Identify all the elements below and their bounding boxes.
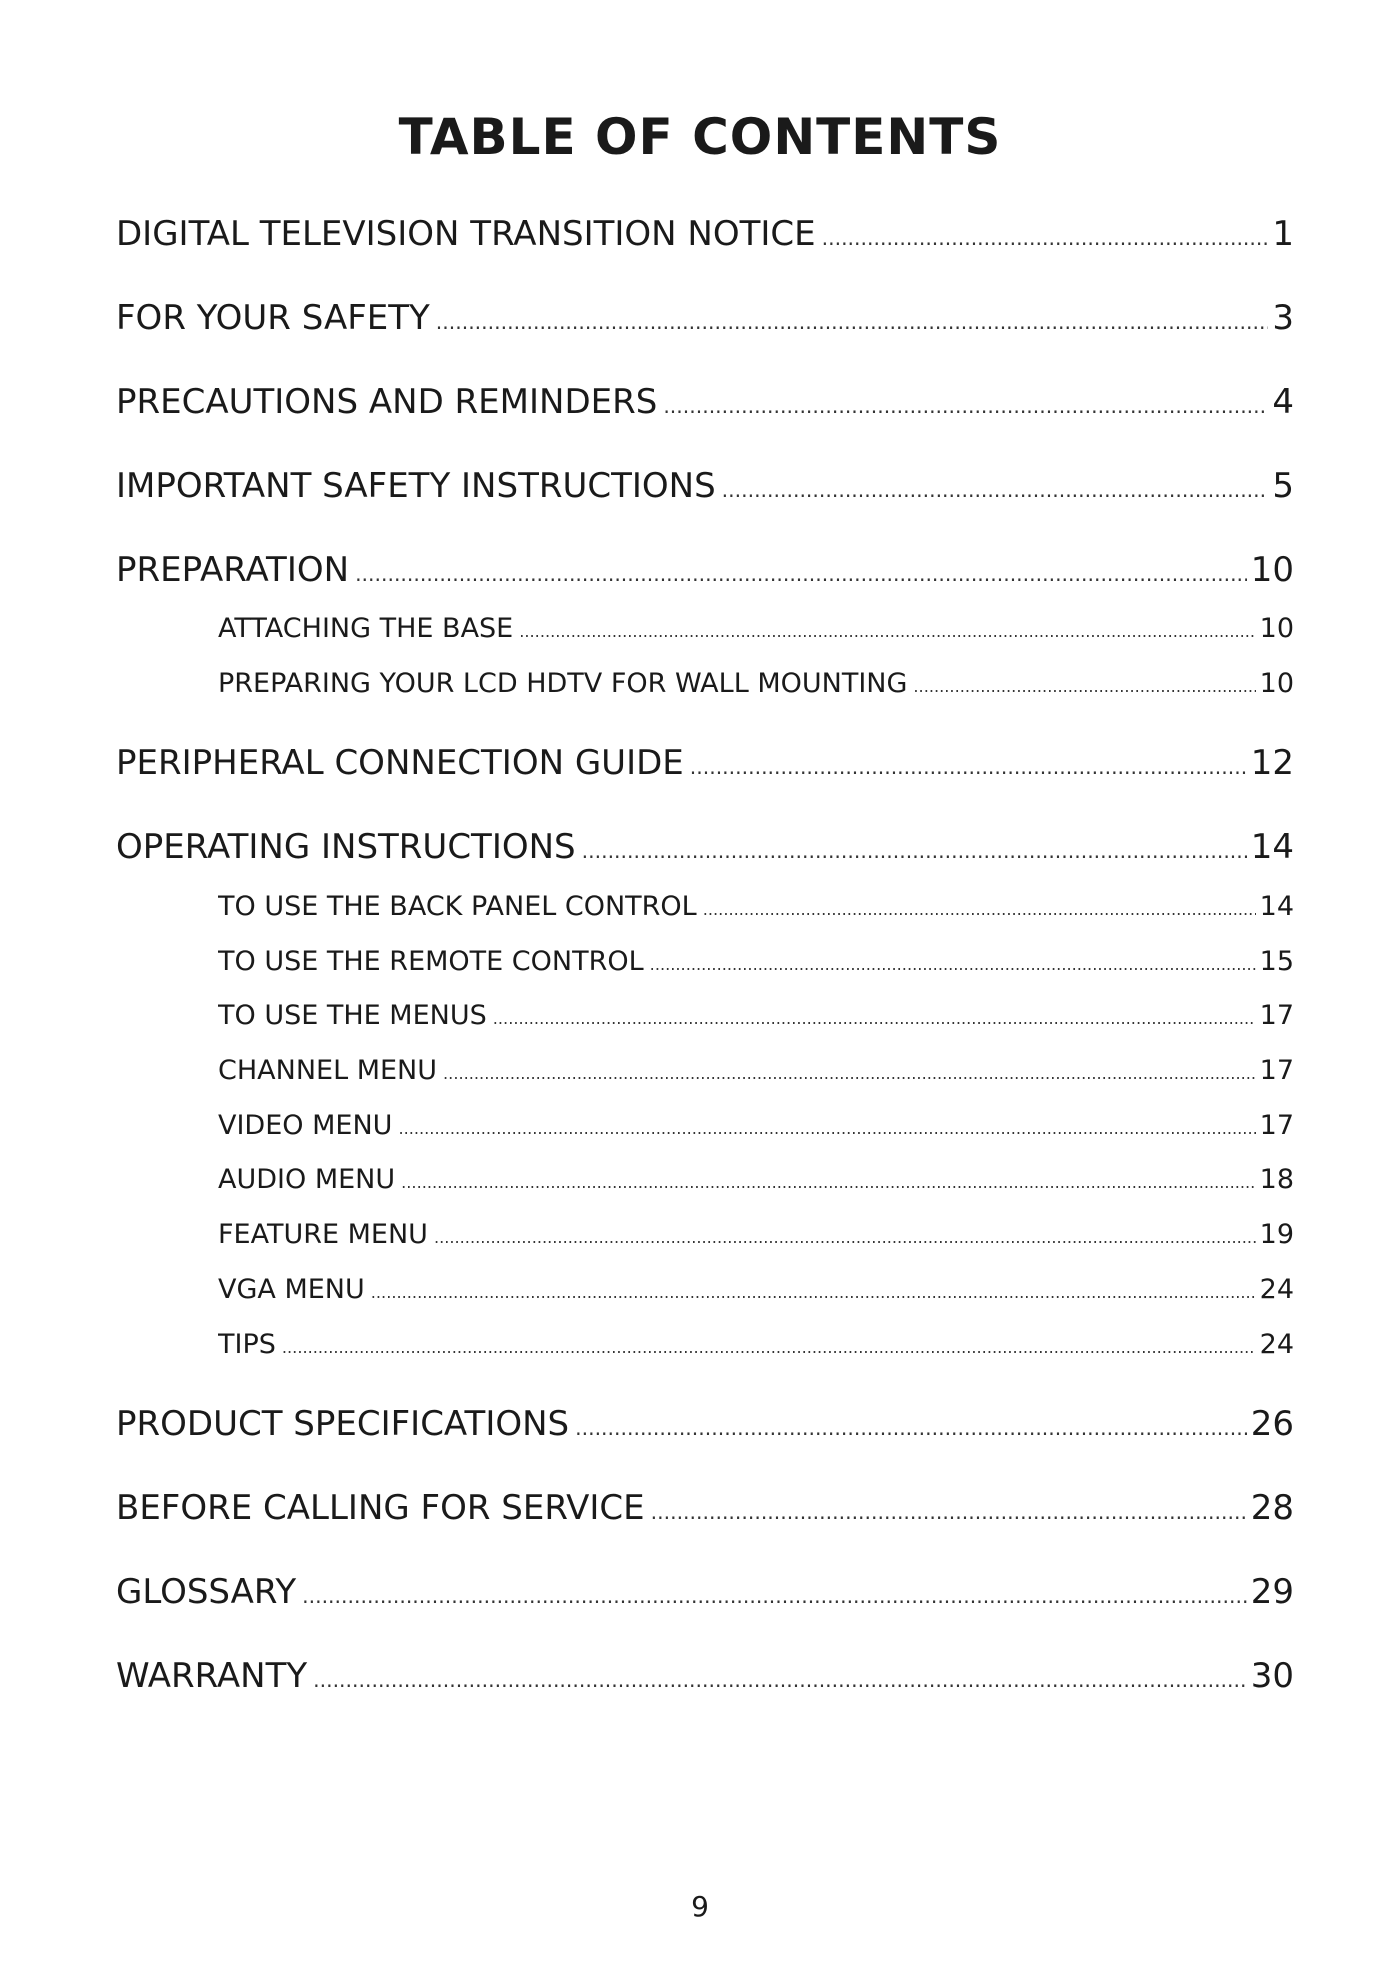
- toc-entry-label: PERIPHERAL CONNECTION GUIDE: [116, 743, 684, 783]
- toc-entry-label: PREPARING YOUR LCD HDTV FOR WALL MOUNTING: [218, 668, 908, 699]
- toc-dot-leader: [398, 1119, 1255, 1138]
- toc-entry-product-specifications[interactable]: [116, 1404, 1294, 1454]
- toc-entry-label: IMPORTANT SAFETY INSTRUCTIONS: [116, 466, 716, 506]
- toc-entry-page: 3: [1272, 298, 1294, 338]
- toc-entry-digital-television-transition-notice[interactable]: [116, 214, 1294, 264]
- toc-dot-leader: [582, 839, 1247, 863]
- page-number: 9: [691, 1890, 709, 1923]
- toc-entry-page: 18: [1259, 1164, 1294, 1195]
- toc-entry-label: GLOSSARY: [116, 1572, 297, 1612]
- toc-entry-precautions-and-reminders[interactable]: [116, 382, 1294, 432]
- toc-entry-label: VIDEO MENU: [218, 1110, 393, 1141]
- toc-dot-leader: [913, 677, 1255, 696]
- toc-dot-leader: [822, 226, 1269, 250]
- toc-entry-page: 1: [1272, 214, 1294, 254]
- toc-subentry-audio-menu[interactable]: [218, 1164, 1294, 1204]
- toc-entry-page: 10: [1259, 668, 1294, 699]
- toc-entry-label: OPERATING INSTRUCTIONS: [116, 827, 576, 867]
- page-title: TABLE OF CONTENTS: [398, 108, 1002, 166]
- toc-dot-leader: [434, 1228, 1256, 1247]
- toc-entry-page: 14: [1259, 891, 1294, 922]
- toc-entry-preparation[interactable]: [116, 550, 1294, 600]
- toc-entry-label: PRODUCT SPECIFICATIONS: [116, 1404, 570, 1444]
- toc-entry-page: 17: [1259, 1000, 1294, 1031]
- toc-entry-label: TO USE THE BACK PANEL CONTROL: [218, 891, 697, 922]
- toc-entry-page: 26: [1250, 1404, 1294, 1444]
- toc-entry-before-calling-for-service[interactable]: [116, 1488, 1294, 1538]
- toc-dot-leader: [401, 1173, 1256, 1192]
- toc-dot-leader: [355, 562, 1247, 586]
- toc-subentry-tips[interactable]: [218, 1329, 1294, 1369]
- toc-dot-leader: [371, 1283, 1256, 1302]
- toc-entry-label: BEFORE CALLING FOR SERVICE: [116, 1488, 645, 1528]
- toc-entry-page: 15: [1259, 946, 1294, 977]
- toc-entry-label: CHANNEL MENU: [218, 1055, 438, 1086]
- toc-dot-leader: [703, 900, 1256, 919]
- toc-dot-leader: [651, 1500, 1247, 1524]
- toc-subentry-menus[interactable]: [218, 1000, 1294, 1040]
- toc-entry-page: 30: [1250, 1656, 1294, 1696]
- toc-subentry-video-menu[interactable]: [218, 1110, 1294, 1150]
- toc-entry-for-your-safety[interactable]: [116, 298, 1294, 348]
- toc-entry-page: 17: [1259, 1055, 1294, 1086]
- toc-dot-leader: [663, 394, 1268, 418]
- toc-entry-label: TO USE THE REMOTE CONTROL: [218, 946, 644, 977]
- toc-dot-leader: [690, 755, 1247, 779]
- toc-subentry-attaching-the-base[interactable]: [218, 613, 1294, 653]
- toc-entry-important-safety-instructions[interactable]: [116, 466, 1294, 516]
- toc-subentry-remote-control[interactable]: [218, 946, 1294, 986]
- toc-entry-page: 19: [1259, 1219, 1294, 1250]
- toc-dot-leader: [493, 1009, 1256, 1028]
- toc-entry-page: 28: [1250, 1488, 1294, 1528]
- toc-subentry-preparing-wall-mounting[interactable]: [218, 668, 1294, 708]
- toc-entry-page: 5: [1272, 466, 1294, 506]
- toc-entry-operating-instructions[interactable]: [116, 827, 1294, 877]
- toc-entry-page: 12: [1250, 743, 1294, 783]
- toc-dot-leader: [313, 1668, 1247, 1692]
- toc-subentry-vga-menu[interactable]: [218, 1274, 1294, 1314]
- toc-entry-glossary[interactable]: [116, 1572, 1294, 1622]
- toc-entry-label: FEATURE MENU: [218, 1219, 428, 1250]
- toc-entry-peripheral-connection-guide[interactable]: [116, 743, 1294, 793]
- toc-entry-page: 14: [1250, 827, 1294, 867]
- toc-dot-leader: [282, 1338, 1256, 1357]
- toc-dot-leader: [436, 310, 1269, 334]
- toc-entry-label: TIPS: [218, 1329, 276, 1360]
- toc-dot-leader: [302, 1584, 1247, 1608]
- toc-entry-label: TO USE THE MENUS: [218, 1000, 487, 1031]
- toc-entry-label: ATTACHING THE BASE: [218, 613, 514, 644]
- toc-entry-warranty[interactable]: [116, 1656, 1294, 1706]
- toc-entry-page: 24: [1259, 1329, 1294, 1360]
- toc-entry-page: 29: [1250, 1572, 1294, 1612]
- toc-subentry-channel-menu[interactable]: [218, 1055, 1294, 1095]
- toc-subentry-back-panel-control[interactable]: [218, 891, 1294, 931]
- toc-subentry-feature-menu[interactable]: [218, 1219, 1294, 1259]
- toc-entry-label: VGA MENU: [218, 1274, 365, 1305]
- toc-entry-label: PREPARATION: [116, 550, 350, 590]
- toc-dot-leader: [575, 1416, 1247, 1440]
- toc-dot-leader: [443, 1064, 1256, 1083]
- toc-entry-page: 10: [1250, 550, 1294, 590]
- toc-dot-leader: [519, 622, 1255, 641]
- toc-dot-leader: [650, 955, 1256, 974]
- toc-entry-page: 24: [1259, 1274, 1294, 1305]
- toc-dot-leader: [722, 478, 1269, 502]
- toc-entry-page: 17: [1259, 1110, 1294, 1141]
- toc-entry-label: FOR YOUR SAFETY: [116, 298, 430, 338]
- toc-entry-label: DIGITAL TELEVISION TRANSITION NOTICE: [116, 214, 816, 254]
- toc-entry-label: AUDIO MENU: [218, 1164, 396, 1195]
- toc-entry-label: PRECAUTIONS AND REMINDERS: [116, 382, 658, 422]
- toc-entry-label: WARRANTY: [116, 1656, 308, 1696]
- toc-entry-page: 10: [1259, 613, 1294, 644]
- toc-entry-page: 4: [1272, 382, 1294, 422]
